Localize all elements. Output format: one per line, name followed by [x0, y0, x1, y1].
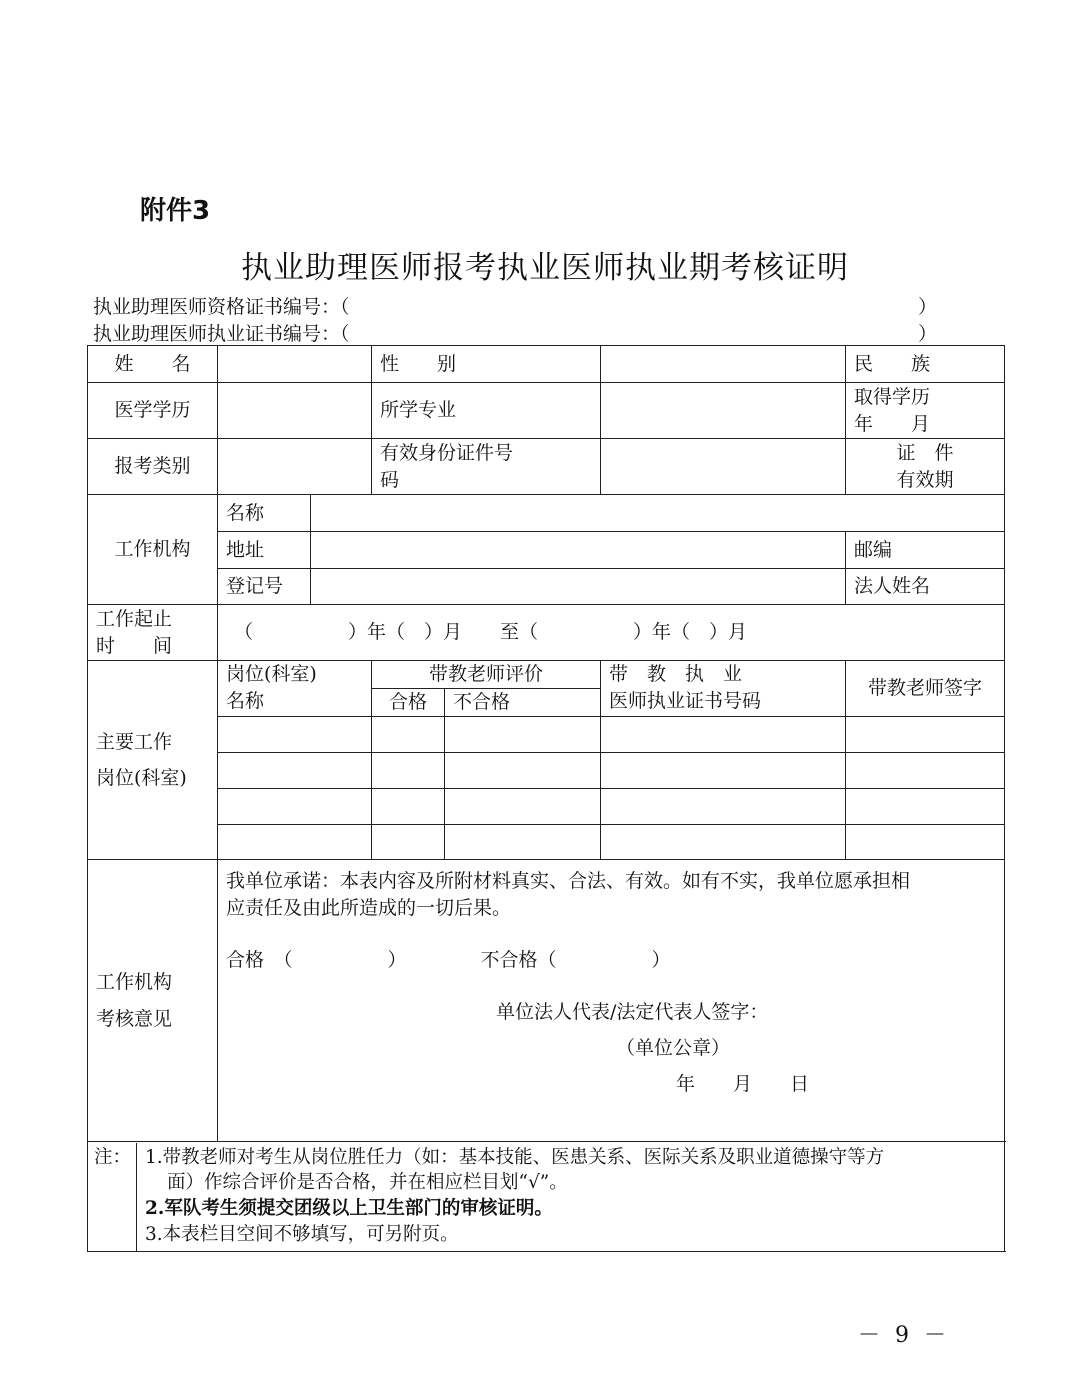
- teacher-sign-cell[interactable]: [846, 825, 1005, 860]
- id-number-field[interactable]: [601, 439, 846, 495]
- unit-seal: （单位公章）: [616, 1036, 731, 1059]
- pass-fail-line: [226, 947, 996, 974]
- post-name-cell[interactable]: [218, 753, 372, 789]
- teacher-sign-cell[interactable]: [846, 753, 1005, 789]
- note-3: 3.本表栏目空间不够填写，可另附页。: [145, 1224, 459, 1246]
- qualification-cert-close: ）: [918, 296, 938, 318]
- practice-cert-label: 执业助理医师执业证书编号：（: [93, 323, 350, 345]
- post-name-cell[interactable]: [218, 789, 372, 825]
- fail-option[interactable]: 不合格（ ）: [480, 949, 671, 972]
- institution-address-field[interactable]: [311, 532, 846, 569]
- education-field[interactable]: [218, 383, 372, 439]
- work-period-field[interactable]: （ ）年（ ）月 至（ ）年（ ）月: [218, 605, 1005, 661]
- id-valid-label: 证 件 有效期: [846, 439, 1005, 495]
- page-number: － 9 －: [858, 1323, 950, 1348]
- gender-label: 性 别: [372, 346, 601, 383]
- teacher-sign-cell[interactable]: [846, 717, 1005, 753]
- fail-cell[interactable]: [445, 717, 601, 753]
- postcode-label: 邮编: [846, 532, 1005, 569]
- note-1: 1.带教老师对考生从岗位胜任力（如：基本技能、医患关系、医际关系及职业道德操守等方 面）作综合评价是否合格，并在相应栏目划“√”。: [145, 1146, 885, 1194]
- exam-category-field[interactable]: [218, 439, 372, 495]
- teacher-evaluation-header: 带教老师评价: [372, 661, 601, 689]
- review-section-label: 工作机构 考核意见: [88, 860, 218, 1142]
- exam-category-label: 报考类别: [88, 439, 218, 495]
- teacher-cert-header: 带 教 执 业 医师执业证书号码: [601, 661, 846, 717]
- position-row: [88, 825, 1005, 860]
- teacher-cert-cell[interactable]: [601, 789, 846, 825]
- pass-cell[interactable]: [372, 753, 445, 789]
- pass-option[interactable]: 合格 （ ）: [226, 949, 407, 972]
- post-name-cell[interactable]: [218, 717, 372, 753]
- id-number-label: 有效身份证件号 码: [372, 439, 601, 495]
- name-label: 姓 名: [88, 346, 218, 383]
- major-label: 所学专业: [372, 383, 601, 439]
- teacher-sign-header: 带教老师签字: [846, 661, 1005, 717]
- education-label: 医学学历: [88, 383, 218, 439]
- notes-cell: [88, 1142, 1005, 1252]
- legal-rep-label: 法人姓名: [846, 569, 1005, 605]
- pass-cell[interactable]: [372, 825, 445, 860]
- teacher-cert-cell[interactable]: [601, 717, 846, 753]
- teacher-sign-cell[interactable]: [846, 789, 1005, 825]
- degree-date-label: 取得学历 年 月: [846, 383, 1005, 439]
- promise-text: 我单位承诺：本表内容及所附材料真实、合法、有效。如有不实，我单位愿承担相 应责任及由此所造成的一切后果。: [226, 870, 911, 919]
- fail-cell[interactable]: [445, 825, 601, 860]
- practice-cert-close: ）: [918, 323, 938, 345]
- positions-section-label: 主要工作 岗位(科室): [88, 661, 218, 860]
- post-name-header: 岗位(科室) 名称: [218, 661, 372, 717]
- notes-text: [137, 1143, 1005, 1251]
- notes-label: 注：: [88, 1143, 137, 1251]
- page-title: 执业助理医师报考执业医师执业期考核证明: [241, 250, 849, 286]
- review-date[interactable]: 年 月 日: [676, 1072, 810, 1095]
- teacher-cert-cell[interactable]: [601, 825, 846, 860]
- institution-address-label: 地址: [218, 532, 311, 569]
- registration-label: 登记号: [218, 569, 311, 605]
- position-row: [88, 717, 1005, 753]
- work-period-label: 工作起止 时 间: [88, 605, 218, 661]
- post-name-cell[interactable]: [218, 825, 372, 860]
- qualification-cert-label: 执业助理医师资格证书编号：（: [93, 296, 350, 318]
- ethnicity-label: 民 族: [846, 346, 1005, 383]
- assessment-form-table: [87, 345, 1005, 1252]
- note-2: 2.军队考生须提交团级以上卫生部门的审核证明。: [145, 1198, 553, 1220]
- fail-cell[interactable]: [445, 789, 601, 825]
- position-row: [88, 789, 1005, 825]
- name-field[interactable]: [218, 346, 372, 383]
- registration-field[interactable]: [311, 569, 846, 605]
- position-row: [88, 753, 1005, 789]
- gender-field[interactable]: [601, 346, 846, 383]
- institution-name-label: 名称: [218, 495, 311, 532]
- review-opinion-area[interactable]: [218, 860, 1005, 1142]
- pass-cell[interactable]: [372, 789, 445, 825]
- fail-header: 不合格: [445, 689, 601, 717]
- institution-section-label: 工作机构: [88, 495, 218, 605]
- teacher-cert-cell[interactable]: [601, 753, 846, 789]
- fail-cell[interactable]: [445, 753, 601, 789]
- institution-name-field[interactable]: [311, 495, 1005, 532]
- major-field[interactable]: [601, 383, 846, 439]
- pass-header: 合格: [372, 689, 445, 717]
- pass-cell[interactable]: [372, 717, 445, 753]
- attachment-label: 附件3: [140, 196, 211, 226]
- legal-rep-signature[interactable]: 单位法人代表/法定代表人签字：: [496, 1000, 769, 1023]
